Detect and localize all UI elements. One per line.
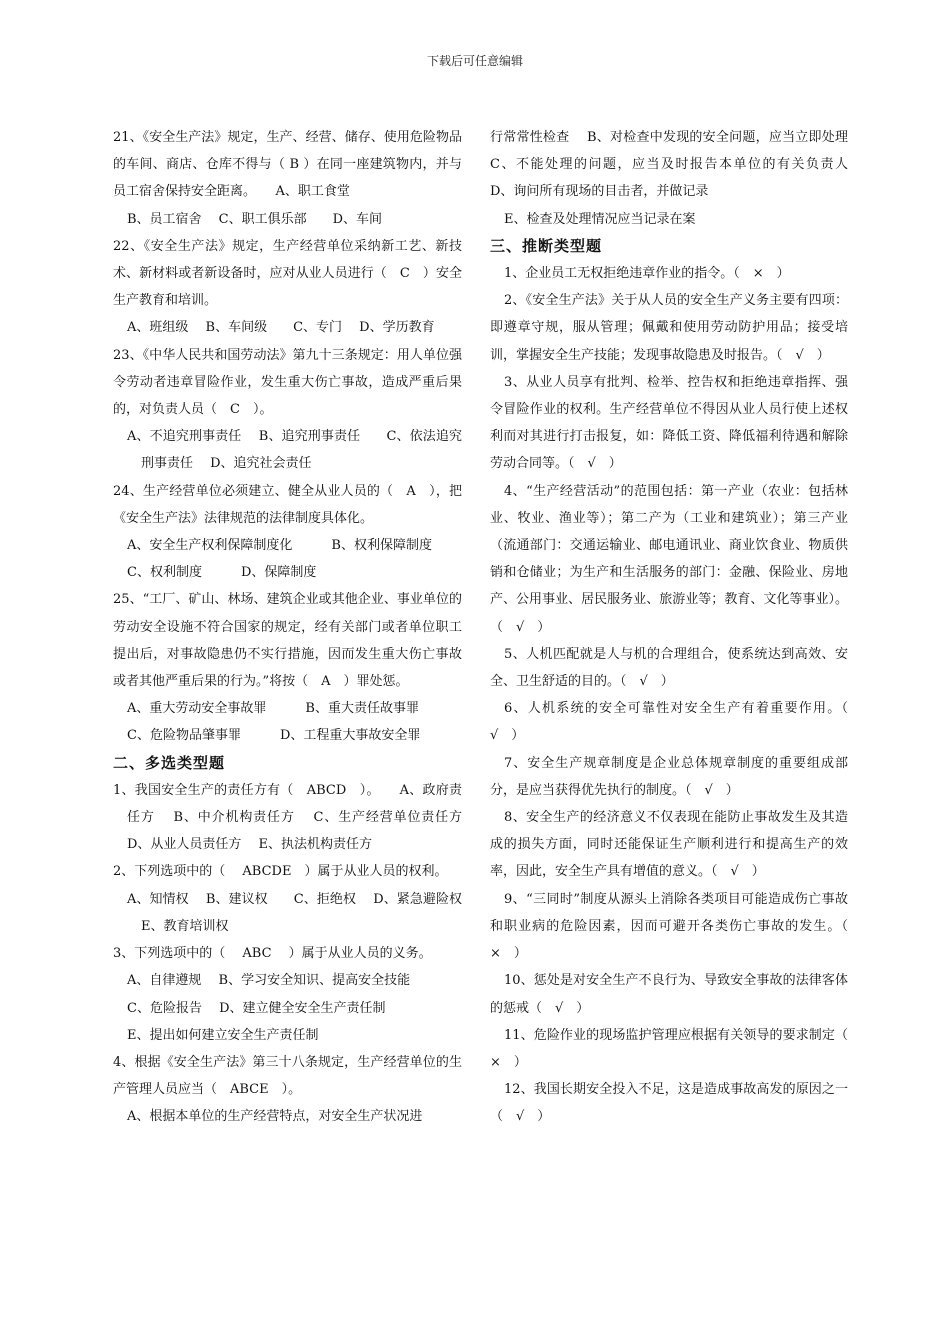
- text-paragraph: A、自律遵规 B、学习安全知识、提高安全技能: [127, 973, 411, 989]
- page-header: 下载后可任意编辑: [426, 54, 523, 68]
- text-paragraph: A、安全生产权利保障制度化 B、权利保障制度: [127, 538, 432, 554]
- text-paragraph: 8、安全生产的经济意义不仅表现在能防止事故发生及其造成的损失方面，同时还能保证生产顺利进行和提高生产的效率，因此，安全生产具有增值的意义。（ √ ）: [490, 810, 848, 880]
- text-paragraph: E、提出如何建立安全生产责任制: [127, 1027, 319, 1043]
- text-paragraph: C、权利制度 D、保障制度: [127, 565, 317, 581]
- text-paragraph: 4、根据《安全生产法》第三十八条规定，生产经营单位的生产管理人员应当（ ABCE ）。: [113, 1054, 462, 1098]
- text-paragraph: 3、下列选项中的（ ABC ）属于从业人员的义务。: [113, 946, 432, 962]
- text-paragraph: 25、“工厂、矿山、林场、建筑企业或其他企业、事业单位的劳动安全设施不符合国家的规定，经有关部门或者单位职工提出后，对事故隐患仍不实行措施，因而发生重大伤亡事故或者其他严重后果的行为。”将按（ A ）罪处惩。: [113, 592, 462, 690]
- text-paragraph: 24、生产经营单位必须建立、健全从业人员的（ A ），把《安全生产法》法律规范的法律制度具体化。: [113, 483, 462, 526]
- text-paragraph: 22、《安全生产法》规定，生产经营单位采纳新工艺、新技术、新材料或者新设备时，应对从业人员进行（ C ）安全生产教育和培训。: [113, 238, 462, 309]
- text-paragraph: B、员工宿舍 C、职工俱乐部 D、车间: [127, 211, 383, 227]
- text-paragraph: A、班组级 B、车间级 C、专门 D、学历教育: [127, 320, 435, 336]
- text-paragraph: A、根据本单位的生产经营特点，对安全生产状况进: [127, 1109, 423, 1125]
- text-paragraph: 9、“三同时”制度从源头上消除各类项目可能造成伤亡事故和职业病的危险因素，因而可避开各类伤亡事故的发生。（ × ）: [490, 891, 862, 962]
- text-paragraph: 3、从业人员享有批判、检举、控告权和拒绝违章指挥、强令冒险作业的权利。生产经营单位不得因从业人员行使上述权利而对其进行打击报复，如：降低工资、降低福利待遇和解除劳动合同等。（ √ ）: [490, 374, 848, 472]
- text-paragraph: 1、企业员工无权拒绝违章作业的指令。（ × ）: [504, 266, 790, 282]
- text-paragraph: A、不追究刑事责任 B、追究刑事责任 C、依法追究刑事责任 D、追究社会责任: [127, 429, 462, 472]
- text-paragraph: 2、《安全生产法》关于从人员的安全生产义务主要有四项：即遵章守规，服从管理；佩戴和使用劳动防护用品；接受培训，掌握安全生产技能；发现事故隐患及时报告。（ √ ）: [490, 293, 848, 363]
- text-paragraph: 12、我国长期安全投入不足，这是造成事故高发的原因之一（ √ ）: [490, 1082, 848, 1125]
- text-paragraph: 7、安全生产规章制度是企业总体规章制度的重要组成部分，是应当获得优先执行的制度。（ √ ）: [490, 755, 848, 798]
- text-paragraph: 2、下列选项中的（ ABCDE ）属于从业人员的权利。: [113, 864, 448, 880]
- text-paragraph: C、危险物品肇事罪 D、工程重大事故安全罪: [127, 728, 421, 744]
- text-paragraph: 23、《中华人民共和国劳动法》第九十三条规定：用人单位强令劳动者违章冒险作业，发生重大伤亡事故，造成严重后果的，对负责人员（ C ）。: [113, 347, 462, 418]
- section-heading: 三、推断类型题: [490, 236, 603, 255]
- text-paragraph: E、检查及处理情况应当记录在案: [504, 211, 696, 227]
- right-column: [490, 124, 866, 1131]
- left-column: [113, 124, 480, 1131]
- text-paragraph: 10、惩处是对安全生产不良行为、导致安全事故的法律客体的惩戒（ √ ）: [490, 973, 848, 1016]
- text-paragraph: 4、“生产经营活动”的范围包括：第一产业（农业：包括林业、牧业、渔业等）；第二产为（工业和建筑业）；第三产业（流通部门：交通运输业、邮电通讯业、商业饮食业、物质供销和仓储业；为生产和生活服务的部门：金融、保险业、房地产、公用事业、居民服务业、旅游业等；教育、文化等事业）。（ √ ）: [490, 483, 848, 635]
- text-paragraph: A、知情权 B、建议权 C、拒绝权 D、紧急避险权 E、教育培训权: [127, 891, 480, 934]
- text-paragraph: 行常常性检查 B、对检查中发现的安全问题，应当立即处理 C、不能处理的问题，应当及时报告本单位的有关负责人 D、询问所有现场的目击者，并做记录: [490, 130, 866, 200]
- text-paragraph: C、危险报告 D、建立健全安全生产责任制: [127, 1000, 386, 1016]
- text-paragraph: 11、危险作业的现场监护管理应根据有关领导的要求制定（ × ）: [490, 1027, 862, 1070]
- text-paragraph: A、重大劳动安全事故罪 B、重大责任故事罪: [127, 701, 419, 717]
- text-paragraph: 6、人机系统的安全可靠性对安全生产有着重要作用。（ √ ）: [490, 701, 862, 744]
- text-paragraph: 5、人机匹配就是人与机的合理组合，使系统达到高效、安全、卫生舒适的目的。（ √ ）: [490, 646, 848, 690]
- text-paragraph: 21、《安全生产法》规定，生产、经营、储存、使用危险物品的车间、商店、仓库不得与（ B ）在同一座建筑物内，并与员工宿舍保持安全距离。 A、职工食堂: [113, 130, 462, 200]
- text-paragraph: 1、我国安全生产的责任方有（ ABCD ）。 A、政府责任方 B、中介机构责任方 C、生产经营单位责任方 D、从业人员责任方 E、执法机构责任方: [113, 782, 480, 853]
- section-heading: 二、多选类型题: [113, 753, 226, 772]
